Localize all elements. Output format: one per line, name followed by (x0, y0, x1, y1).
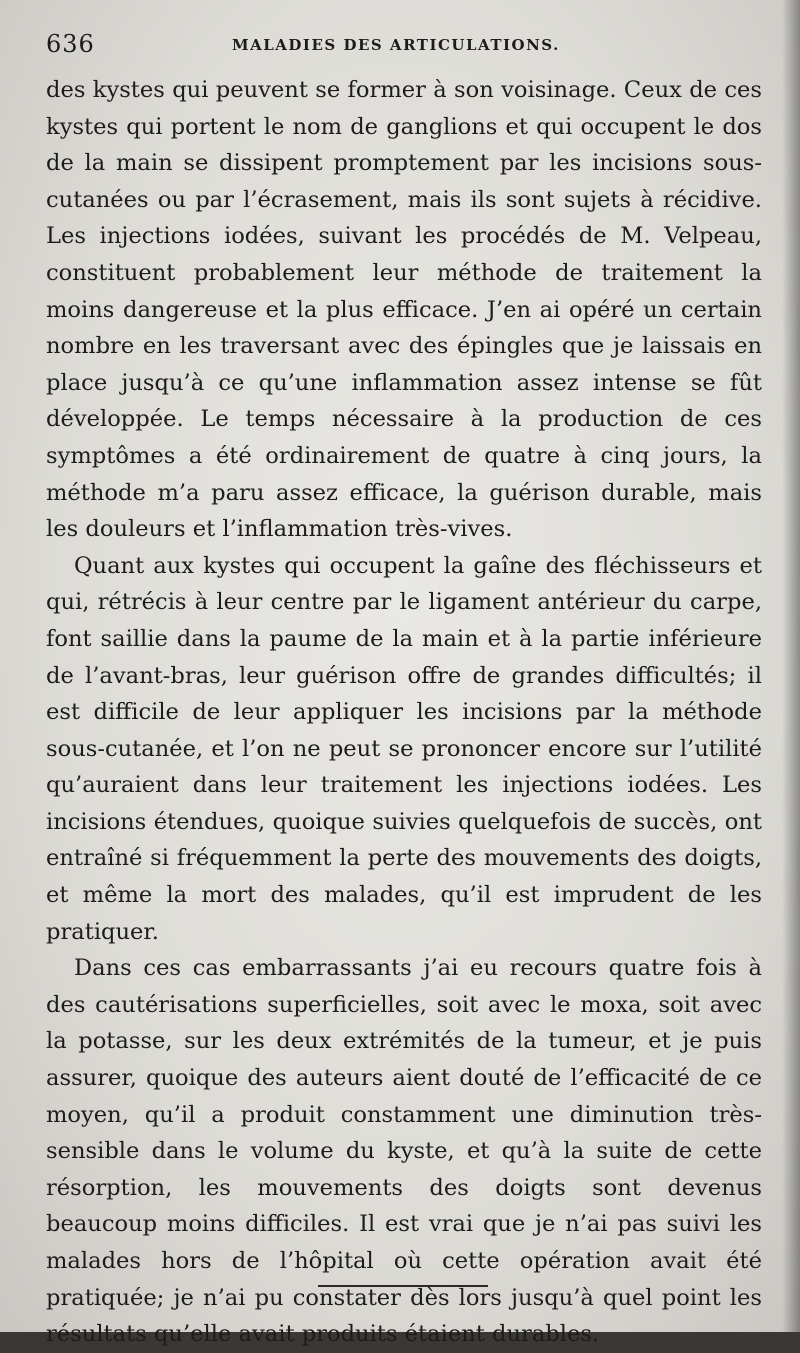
paragraph-2: Quant aux kystes qui occupent la gaîne des fléchisseurs et qui, rétrécis à leur centre par le ligament antérieur du carpe, font saillie dans la paume de la main et à la partie inférieure de l’avant-bras, leur guérison offre de grandes difficultés; il est difficile de leur appliquer les incisions par la méthode sous-cutanée, et l’on ne peut se prononcer encore sur l’utilité qu’auraient dans leur traitement les injections iodées. Les incisions étendues, quoique suivies quelquefois de succès, ont entraîné si fréquemment la perte des mouvements des doigts, et même la mort des malades, qu’il est imprudent de les pratiquer. (46, 552, 762, 945)
page-edge-shadow (782, 0, 800, 1332)
page-number: 636 (46, 30, 95, 58)
body-text (46, 72, 762, 1353)
paragraph-1: des kystes qui peuvent se former à son voisinage. Ceux de ces kystes qui portent le nom de ganglions et qui occupent le dos de la main se dissipent promptement par les incisions sous-cutanées ou par l’écrasement, mais ils sont sujets à récidive. Les injections iodées, suivant les procédés de M. Velpeau, constituent probablement leur méthode de traitement la moins dangereuse et la plus efficace. J’en ai opéré un certain nombre en les traversant avec des épingles que je laissais en place jusqu’à ce qu’une inflammation assez intense se fût développée. Le temps nécessaire à la production de ces symptômes a été ordinairement de quatre à cinq jours, la méthode m’a paru assez efficace, la guérison durable, mais les douleurs et l’inflammation très-vives. (46, 77, 762, 543)
end-rule (318, 1285, 488, 1287)
running-title: MALADIES DES ARTICULATIONS. (232, 36, 560, 54)
running-head (46, 30, 766, 60)
paragraph-3: Dans ces cas embarrassants j’ai eu recours quatre fois à des cautérisations superficielles, soit avec le moxa, soit avec la potasse, sur les deux extrémités de la tumeur, et je puis assurer, quoique des auteurs aient douté de l’efficacité de ce moyen, qu’il a produit constamment une diminution très-sensible dans le volume du kyste, et qu’à la suite de cette résorption, les mouvements des doigts sont devenus beaucoup moins difficiles. Il est vrai que je n’ai pas suivi les malades hors de l’hôpital où cette opération avait été pratiquée; je n’ai pu constater dès lors jusqu’à quel point les résultats qu’elle avait produits étaient durables. (46, 955, 762, 1348)
